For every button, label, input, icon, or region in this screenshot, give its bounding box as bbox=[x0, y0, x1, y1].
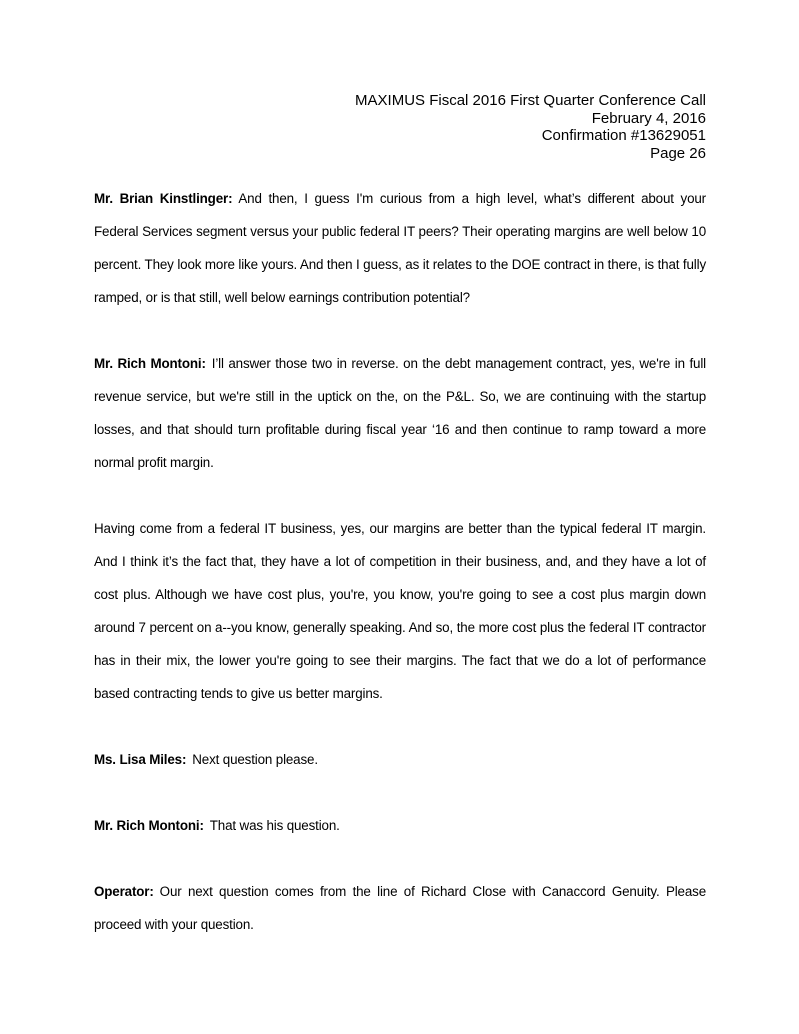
transcript-paragraph bbox=[94, 875, 706, 941]
confirmation-number: Confirmation #13629051 bbox=[541, 127, 706, 144]
speaker-name: Operator: bbox=[94, 884, 154, 899]
transcript-paragraph bbox=[94, 512, 706, 710]
transcript-paragraph bbox=[94, 743, 706, 776]
speaker-name: Ms. Lisa Miles: bbox=[94, 752, 187, 767]
document-title: MAXIMUS Fiscal 2016 First Quarter Conference Call bbox=[355, 92, 706, 109]
call-date: February 4, 2016 bbox=[591, 109, 706, 127]
speech-text: Our next question comes from the line of Richard Close with Canaccord Genuity. Please proceed with your question. bbox=[94, 884, 706, 932]
speech-text: Next question please. bbox=[192, 752, 318, 767]
transcript-paragraph bbox=[94, 182, 706, 314]
speech-text: Having come from a federal IT business, yes, our margins are better than the typical federal IT margin. And I think it’s the fact that, they have a lot of competition in their business, and, and they have a lot of cost plus. Although we have cost plus, you're, you know, you're going to see a cost plus margin down around 7 percent on a--you know, generally speaking. And so, the more cost plus the federal IT contractor has in their mix, the lower you're going to see their margins. The fact that we do a lot of performance based contracting tends to give us better margins. bbox=[94, 521, 706, 701]
speech-text: And then, I guess I'm curious from a high level, what’s different about your Federal Services segment versus your public federal IT peers? Their operating margins are well below 10 percent. They look more like yours. And then I guess, as it relates to the DOE contract in there, is that fully ramped, or is that still, well below earnings contribution potential? bbox=[94, 191, 706, 305]
page-number: Page 26 bbox=[650, 144, 706, 162]
speaker-name: Mr. Rich Montoni: bbox=[94, 356, 206, 371]
speech-text: That was his question. bbox=[209, 818, 340, 833]
page-header bbox=[355, 92, 706, 162]
speaker-name: Mr. Rich Montoni: bbox=[94, 818, 204, 833]
speech-text: I’ll answer those two in reverse. on the debt management contract, yes, we're in full revenue service, but we're still in the uptick on the, on the P&L. So, we are continuing with the startup losses, and that should turn profitable during fiscal year ‘16 and then continue to ramp toward a more normal profit margin. bbox=[94, 356, 706, 470]
transcript-paragraph bbox=[94, 809, 706, 842]
transcript-body bbox=[94, 182, 706, 974]
speaker-name: Mr. Brian Kinstlinger: bbox=[94, 191, 233, 206]
transcript-paragraph bbox=[94, 347, 706, 479]
